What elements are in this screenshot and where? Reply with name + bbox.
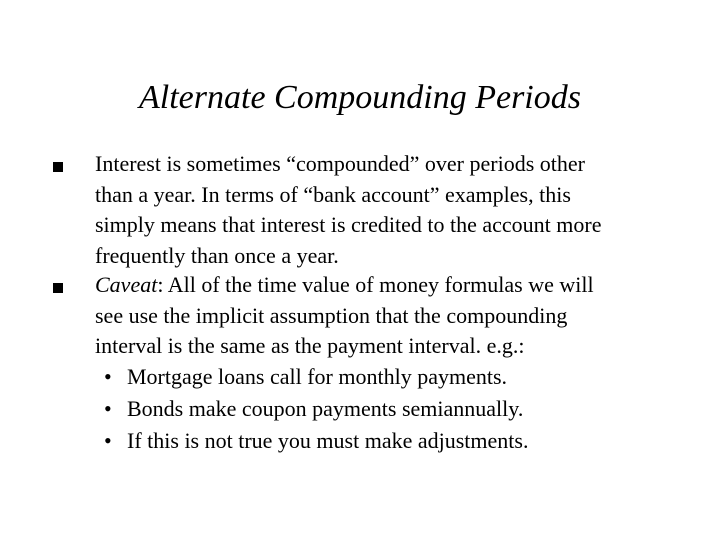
square-bullet-icon [53, 283, 63, 293]
bullet-text [95, 149, 715, 271]
bullet-line: frequently than once a year. [95, 242, 339, 268]
caveat-label: Caveat [95, 272, 158, 297]
dot-bullet-icon: • [104, 364, 112, 389]
dot-bullet-icon: • [104, 396, 112, 421]
bullet-line: interval is the same as the payment interval. e.g.: [95, 333, 525, 358]
sub-bullet-text: Mortgage loans call for monthly payments. [127, 364, 508, 389]
bullet-line [95, 270, 715, 301]
slide-title: Alternate Compounding Periods [139, 79, 581, 116]
sub-bullet-text: If this is not true you must make adjustments. [127, 428, 529, 453]
bullet-line: see use the implicit assumption that the compounding [95, 302, 568, 328]
bullet-text [95, 270, 715, 362]
sub-bullet-text: Bonds make coupon payments semiannually. [127, 396, 524, 421]
dot-bullet-icon: • [104, 428, 112, 453]
caveat-rest: : All of the time value of money formulas we will [157, 272, 594, 297]
bullet-line: simply means that interest is credited to the account more [95, 212, 602, 237]
bullet-line: than a year. In terms of “bank account” examples, this [95, 181, 571, 207]
square-bullet-icon [53, 162, 63, 172]
bullet-line: Interest is sometimes “compounded” over periods other [95, 151, 585, 176]
